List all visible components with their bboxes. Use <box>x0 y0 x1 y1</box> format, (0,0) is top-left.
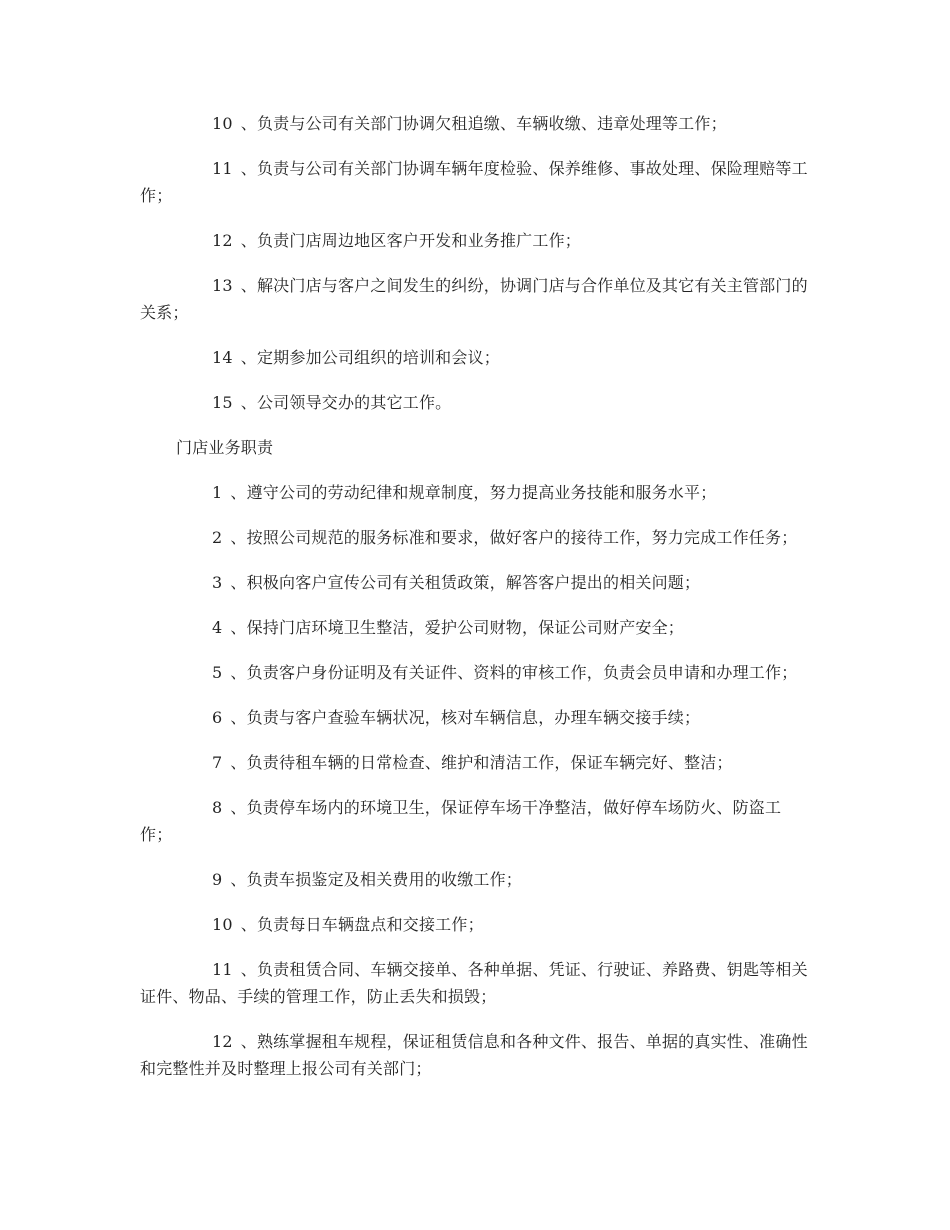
item-number: 1 <box>212 483 223 502</box>
item-text: 、熟练掌握租车规程，保证租赁信息和各种文件、报告、单据的真实性、准确性和完整性并及时整理上报公司有关部门； <box>140 1032 808 1078</box>
item-number: 3 <box>212 573 223 592</box>
duty-item-14 <box>140 344 810 371</box>
item-number: 11 <box>212 960 233 979</box>
item-number: 8 <box>212 798 223 817</box>
item-text: 、保持门店环境卫生整洁，爱护公司财物，保证公司财产安全； <box>230 618 684 637</box>
item-text: 、负责客户身份证明及有关证件、资料的审核工作，负责会员申请和办理工作； <box>230 663 798 682</box>
item-text: 、负责与公司有关部门协调欠租追缴、车辆收缴、违章处理等工作； <box>240 114 727 133</box>
item-text: 、负责每日车辆盘点和交接工作； <box>240 915 484 934</box>
item-text: 、负责与客户查验车辆状况，核对车辆信息，办理车辆交接手续； <box>230 708 701 727</box>
item-number: 12 <box>212 231 233 250</box>
duty-item-10 <box>140 110 810 137</box>
item-number: 2 <box>212 528 223 547</box>
item-number: 9 <box>212 870 223 889</box>
item-text: 、按照公司规范的服务标准和要求，做好客户的接待工作，努力完成工作任务； <box>230 528 798 547</box>
item-text: 、负责待租车辆的日常检查、维护和清洁工作，保证车辆完好、整洁； <box>230 753 733 772</box>
item-number: 14 <box>212 348 233 367</box>
store-duty-item-7 <box>140 749 810 776</box>
item-text: 、解决门店与客户之间发生的纠纷，协调门店与合作单位及其它有关主管部门的关系； <box>140 276 808 322</box>
item-text: 、积极向客户宣传公司有关租赁政策，解答客户提出的相关问题； <box>230 573 701 592</box>
duty-item-13 <box>140 272 810 326</box>
item-number: 6 <box>212 708 223 727</box>
item-number: 13 <box>212 276 233 295</box>
duty-item-11 <box>140 155 810 209</box>
store-duty-item-9 <box>140 866 810 893</box>
item-number: 11 <box>212 159 233 178</box>
item-text: 、负责门店周边地区客户开发和业务推广工作； <box>240 231 581 250</box>
duty-item-15 <box>140 389 810 416</box>
item-number: 10 <box>212 915 233 934</box>
section-heading: 门店业务职责 <box>176 438 274 457</box>
store-duty-item-11 <box>140 956 810 1010</box>
store-duty-item-12 <box>140 1028 810 1082</box>
item-text: 、公司领导交办的其它工作。 <box>240 393 452 412</box>
duty-item-12 <box>140 227 810 254</box>
store-duty-item-2 <box>140 524 810 551</box>
item-text: 、负责停车场内的环境卫生，保证停车场干净整洁，做好停车场防火、防盗工作； <box>140 798 782 844</box>
store-duty-item-1 <box>140 479 810 506</box>
item-number: 7 <box>212 753 223 772</box>
item-text: 、负责租赁合同、车辆交接单、各种单据、凭证、行驶证、养路费、钥匙等相关证件、物品、手续的管理工作，防止丢失和损毁； <box>140 960 808 1006</box>
store-duty-item-6 <box>140 704 810 731</box>
item-number: 10 <box>212 114 233 133</box>
item-text: 、负责车损鉴定及相关费用的收缴工作； <box>230 870 522 889</box>
store-duty-item-4 <box>140 614 810 641</box>
item-number: 5 <box>212 663 223 682</box>
store-duty-item-8 <box>140 794 810 848</box>
item-number: 12 <box>212 1032 233 1051</box>
store-duty-item-3 <box>140 569 810 596</box>
item-number: 4 <box>212 618 223 637</box>
item-text: 、定期参加公司组织的培训和会议； <box>240 348 500 367</box>
store-duty-item-10 <box>140 911 810 938</box>
store-duty-item-5 <box>140 659 810 686</box>
item-text: 、负责与公司有关部门协调车辆年度检验、保养维修、事故处理、保险理赔等工作； <box>140 159 808 205</box>
item-text: 、遵守公司的劳动纪律和规章制度，努力提高业务技能和服务水平； <box>230 483 717 502</box>
item-number: 15 <box>212 393 233 412</box>
